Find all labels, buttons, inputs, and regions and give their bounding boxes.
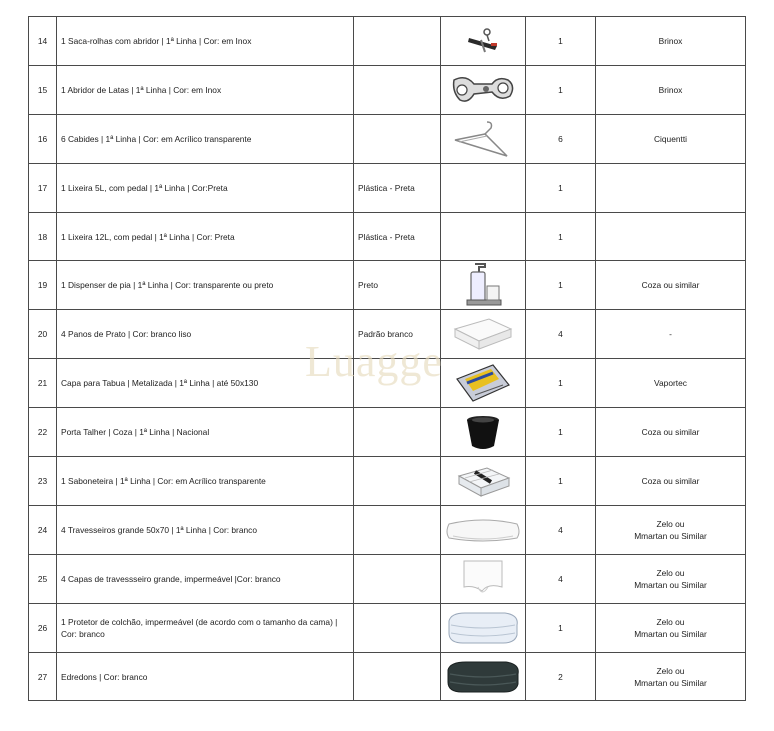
- table-row: [29, 261, 746, 310]
- item-number: 14: [29, 17, 57, 66]
- item-image-cell: [441, 114, 526, 163]
- item-material: Padrão branco: [354, 310, 441, 359]
- item-number: 22: [29, 408, 57, 457]
- item-brand: Coza ou similar: [596, 261, 746, 310]
- item-description: 4 Travesseiros grande 50x70 | 1ª Linha | Cor: branco: [57, 505, 354, 554]
- item-image-cell: [441, 163, 526, 212]
- item-image-cell: [441, 17, 526, 66]
- item-description: 1 Protetor de colchão, impermeável (de acordo com o tamanho da cama) | Cor: branco: [57, 603, 354, 652]
- table-row: [29, 505, 746, 554]
- item-number: 24: [29, 505, 57, 554]
- item-quantity: 1: [526, 359, 596, 408]
- watermark: Luagge: [305, 337, 443, 386]
- item-number: 16: [29, 114, 57, 163]
- item-quantity: 6: [526, 114, 596, 163]
- item-brand: Ciquentti: [596, 114, 746, 163]
- table-row: [29, 554, 746, 603]
- item-brand: [596, 212, 746, 261]
- item-material: [354, 65, 441, 114]
- item-description: Porta Talher | Coza | 1ª Linha | Nacional: [57, 408, 354, 457]
- hanger-icon: [451, 118, 515, 160]
- item-quantity: 1: [526, 457, 596, 506]
- item-quantity: 4: [526, 310, 596, 359]
- table-row: [29, 114, 746, 163]
- item-number: 17: [29, 163, 57, 212]
- item-number: 21: [29, 359, 57, 408]
- item-material: Preto: [354, 261, 441, 310]
- pillow-cover-icon: [458, 557, 508, 601]
- table-row: [29, 212, 746, 261]
- item-brand: Brinox: [596, 17, 746, 66]
- table-row: [29, 359, 746, 408]
- ironing-board-cover-icon: [453, 361, 513, 405]
- corkscrew-icon: [463, 26, 503, 56]
- table-row: [29, 603, 746, 652]
- item-quantity: 1: [526, 17, 596, 66]
- item-description: 1 Saboneteira | 1ª Linha | Cor: em Acrílico transparente: [57, 457, 354, 506]
- cutlery-holder-icon: [463, 412, 503, 452]
- item-number: 26: [29, 603, 57, 652]
- item-brand: Vaportec: [596, 359, 746, 408]
- item-number: 20: [29, 310, 57, 359]
- item-image-cell: [441, 603, 526, 652]
- item-description: 4 Panos de Prato | Cor: branco liso: [57, 310, 354, 359]
- item-material: [354, 457, 441, 506]
- item-brand: Zelo ou Mmartan ou Similar: [596, 554, 746, 603]
- item-quantity: 4: [526, 554, 596, 603]
- item-description: 1 Abridor de Latas | 1ª Linha | Cor: em Inox: [57, 65, 354, 114]
- soap-dish-icon: [453, 462, 513, 500]
- table-row: [29, 457, 746, 506]
- dish-towel-icon: [449, 315, 517, 353]
- item-material: [354, 652, 441, 701]
- item-description: 1 Lixeira 5L, com pedal | 1ª Linha | Cor:Preta: [57, 163, 354, 212]
- item-material: Plástica - Preta: [354, 163, 441, 212]
- item-quantity: 1: [526, 408, 596, 457]
- item-material: [354, 603, 441, 652]
- item-brand: Zelo ou Mmartan ou Similar: [596, 505, 746, 554]
- table-row: [29, 17, 746, 66]
- item-image-cell: [441, 212, 526, 261]
- item-material: [354, 359, 441, 408]
- item-number: 25: [29, 554, 57, 603]
- item-brand: [596, 163, 746, 212]
- item-brand: Coza ou similar: [596, 457, 746, 506]
- item-number: 15: [29, 65, 57, 114]
- item-quantity: 4: [526, 505, 596, 554]
- items-table: [28, 16, 746, 701]
- item-brand: Brinox: [596, 65, 746, 114]
- item-image-cell: [441, 359, 526, 408]
- item-material: Plástica - Preta: [354, 212, 441, 261]
- item-image-cell: [441, 65, 526, 114]
- table-row: [29, 65, 746, 114]
- item-description: Edredons | Cor: branco: [57, 652, 354, 701]
- item-description: 4 Capas de travessseiro grande, impermeável |Cor: branco: [57, 554, 354, 603]
- table-row: [29, 163, 746, 212]
- item-material: [354, 505, 441, 554]
- item-number: 23: [29, 457, 57, 506]
- item-description: Capa para Tabua | Metalizada | 1ª Linha | até 50x130: [57, 359, 354, 408]
- duvet-icon: [444, 658, 522, 696]
- item-quantity: 1: [526, 212, 596, 261]
- item-number: 27: [29, 652, 57, 701]
- item-material: [354, 17, 441, 66]
- item-brand: -: [596, 310, 746, 359]
- item-image-cell: [441, 310, 526, 359]
- item-description: 1 Lixeira 12L, com pedal | 1ª Linha | Cor: Preta: [57, 212, 354, 261]
- item-number: 19: [29, 261, 57, 310]
- item-material: [354, 408, 441, 457]
- item-quantity: 1: [526, 163, 596, 212]
- item-brand: Zelo ou Mmartan ou Similar: [596, 652, 746, 701]
- table-row: [29, 408, 746, 457]
- item-number: 18: [29, 212, 57, 261]
- item-brand: Coza ou similar: [596, 408, 746, 457]
- item-image-cell: [441, 261, 526, 310]
- table-row: [29, 310, 746, 359]
- pillow-icon: [445, 514, 521, 546]
- item-image-cell: [441, 457, 526, 506]
- item-quantity: 1: [526, 603, 596, 652]
- item-brand: Zelo ou Mmartan ou Similar: [596, 603, 746, 652]
- item-quantity: 1: [526, 261, 596, 310]
- item-quantity: 1: [526, 65, 596, 114]
- item-image-cell: [441, 505, 526, 554]
- item-image-cell: [441, 408, 526, 457]
- item-image-cell: [441, 554, 526, 603]
- can-opener-icon: [448, 72, 518, 108]
- item-material: [354, 114, 441, 163]
- item-description: 6 Cabides | 1ª Linha | Cor: em Acrílico transparente: [57, 114, 354, 163]
- item-material: [354, 554, 441, 603]
- table-row: [29, 652, 746, 701]
- item-quantity: 2: [526, 652, 596, 701]
- item-description: 1 Saca-rolhas com abridor | 1ª Linha | Cor: em Inox: [57, 17, 354, 66]
- item-description: 1 Dispenser de pia | 1ª Linha | Cor: transparente ou preto: [57, 261, 354, 310]
- mattress-protector-icon: [445, 609, 521, 647]
- item-image-cell: [441, 652, 526, 701]
- soap-dispenser-icon: [461, 262, 505, 308]
